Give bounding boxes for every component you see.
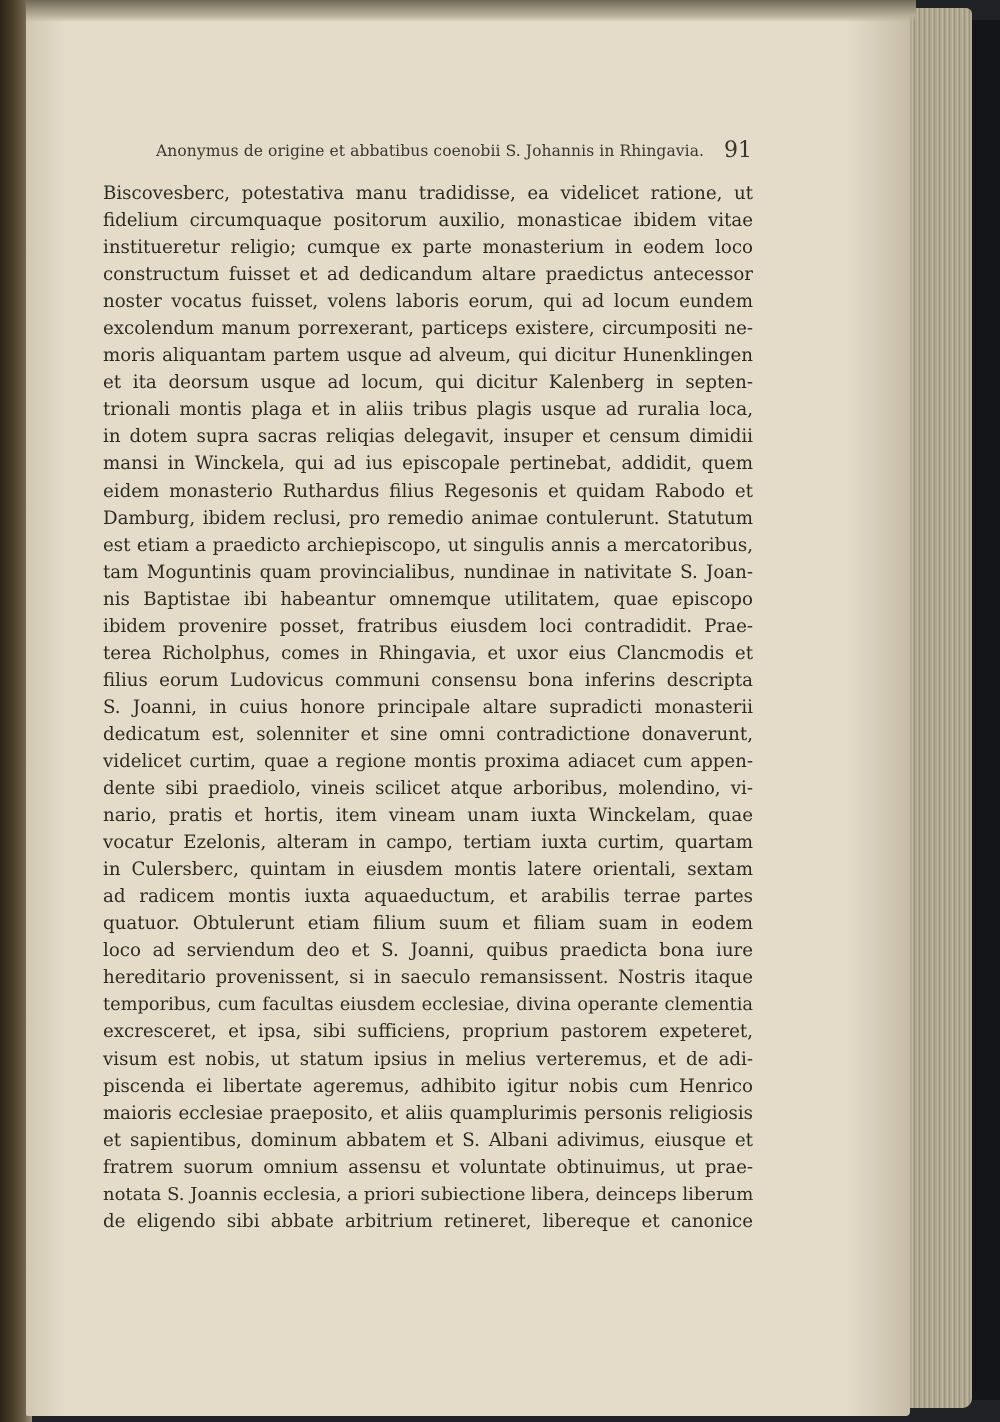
text-line: noster vocatus fuisset, volens laboris eorum, qui ad locum eundem bbox=[103, 291, 753, 313]
page-number: 91 bbox=[724, 138, 752, 163]
text-line: temporibus, cum facultas eiusdem ecclesiae, divina operante clementia bbox=[103, 994, 753, 1016]
text-line: piscenda ei libertate ageremus, adhibito igitur nobis cum Henrico bbox=[103, 1075, 753, 1097]
text-line: terea Richolphus, comes in Rhingavia, et uxor eius Clancmodis et bbox=[103, 642, 753, 664]
text-line: in Culersberc, quintam in eiusdem montis latere orientali, sextam bbox=[103, 859, 753, 881]
text-line: dente sibi praediolo, vineis scilicet atque arboribus, molendino, vi- bbox=[103, 778, 753, 800]
text-line: Damburg, ibidem reclusi, pro remedio animae contulerunt. Statutum bbox=[103, 507, 753, 529]
text-line: notata S. Joannis ecclesia, a priori subiectione libera, deinceps liberum bbox=[103, 1183, 754, 1205]
text-line: et sapientibus, dominum abbatem et S. Albani adivimus, eiusque et bbox=[103, 1129, 753, 1151]
text-line: filius eorum Ludovicus communi consensu bona inferins descripta bbox=[103, 669, 753, 691]
text-line: excolendum manum porrexerant, particeps existere, circumpositi ne- bbox=[103, 318, 753, 340]
text-line: est etiam a praedicto archiepiscopo, ut singulis annis a mercatoribus, bbox=[103, 534, 753, 556]
text-line: nario, pratis et hortis, item vineam unam iuxta Winckelam, quae bbox=[103, 805, 753, 827]
text-line: vocatur Ezelonis, alteram in campo, tertiam iuxta curtim, quartam bbox=[103, 832, 753, 854]
text-line: institueretur religio; cumque ex parte monasterium in eodem loco bbox=[103, 237, 753, 259]
text-line: fratrem suorum omnium assensu et voluntate obtinuimus, ut prae- bbox=[103, 1156, 753, 1178]
text-line: excresceret, et ipsa, sibi sufficiens, proprium pastorem expeteret, bbox=[103, 1021, 753, 1043]
text-line: quatuor. Obtulerunt etiam filium suum et filiam suam in eodem bbox=[103, 913, 753, 935]
text-line: hereditario provenissent, si in saeculo remansissent. Nostris itaque bbox=[103, 967, 753, 989]
text-line: loco ad serviendum deo et S. Joanni, quibus praedicta bona iure bbox=[103, 940, 753, 962]
text-line: de eligendo sibi abbate arbitrium retineret, libereque et canonice bbox=[103, 1210, 753, 1232]
text-line: trionali montis plaga et in aliis tribus plagis usque ad ruralia loca, bbox=[103, 399, 753, 421]
text-line: dedicatum est, solenniter et sine omni contradictione donaverunt, bbox=[103, 723, 753, 745]
text-line: mansi in Winckela, qui ad ius episcopale pertinebat, addidit, quem bbox=[103, 453, 753, 475]
text-line: eidem monasterio Ruthardus filius Regesonis et quidam Rabodo et bbox=[103, 480, 753, 502]
text-line: nis Baptistae ibi habeantur omnemque utilitatem, quae episcopo bbox=[103, 588, 753, 610]
text-line: visum est nobis, ut statum ipsius in melius verteremus, et de adi- bbox=[103, 1048, 753, 1070]
text-line: maioris ecclesiae praeposito, et aliis quamplurimis personis religiosis bbox=[103, 1102, 753, 1124]
text-line: videlicet curtim, quae a regione montis proxima adiacet cum appen- bbox=[103, 750, 753, 772]
text-line: moris aliquantam partem usque ad alveum, qui dicitur Hunenklingen bbox=[103, 345, 753, 367]
text-line: Biscovesberc, potestativa manu tradidisse, ea videlicet ratione, ut bbox=[103, 183, 753, 204]
text-line: tam Moguntinis quam provincialibus, nundinae in nativitate S. Joan- bbox=[103, 561, 753, 583]
text-line: fidelium circumquaque positorum auxilio, monasticae ibidem vitae bbox=[103, 210, 753, 232]
text-line: et ita deorsum usque ad locum, qui dicitur Kalenberg in septen- bbox=[103, 372, 753, 394]
text-line: S. Joanni, in cuius honore principale altare supradicti monasterii bbox=[103, 696, 753, 718]
running-head bbox=[156, 138, 752, 168]
body-text bbox=[103, 180, 753, 1235]
text-line: ad radicem montis iuxta aquaeductum, et arabilis terrae partes bbox=[103, 886, 753, 908]
text-line: constructum fuisset et ad dedicandum altare praedictus antecessor bbox=[103, 264, 753, 286]
text-line: ibidem provenire posset, fratribus eiusdem loci contradidit. Prae- bbox=[103, 615, 753, 637]
text-line: in dotem supra sacras reliqias delegavit, insuper et censum dimidii bbox=[103, 426, 753, 448]
page-top-shadow bbox=[26, 0, 916, 22]
running-title: Anonymus de origine et abbatibus coenobii S. Johannis in Rhingavia. bbox=[156, 142, 705, 160]
background-shadow bbox=[970, 20, 1000, 1400]
